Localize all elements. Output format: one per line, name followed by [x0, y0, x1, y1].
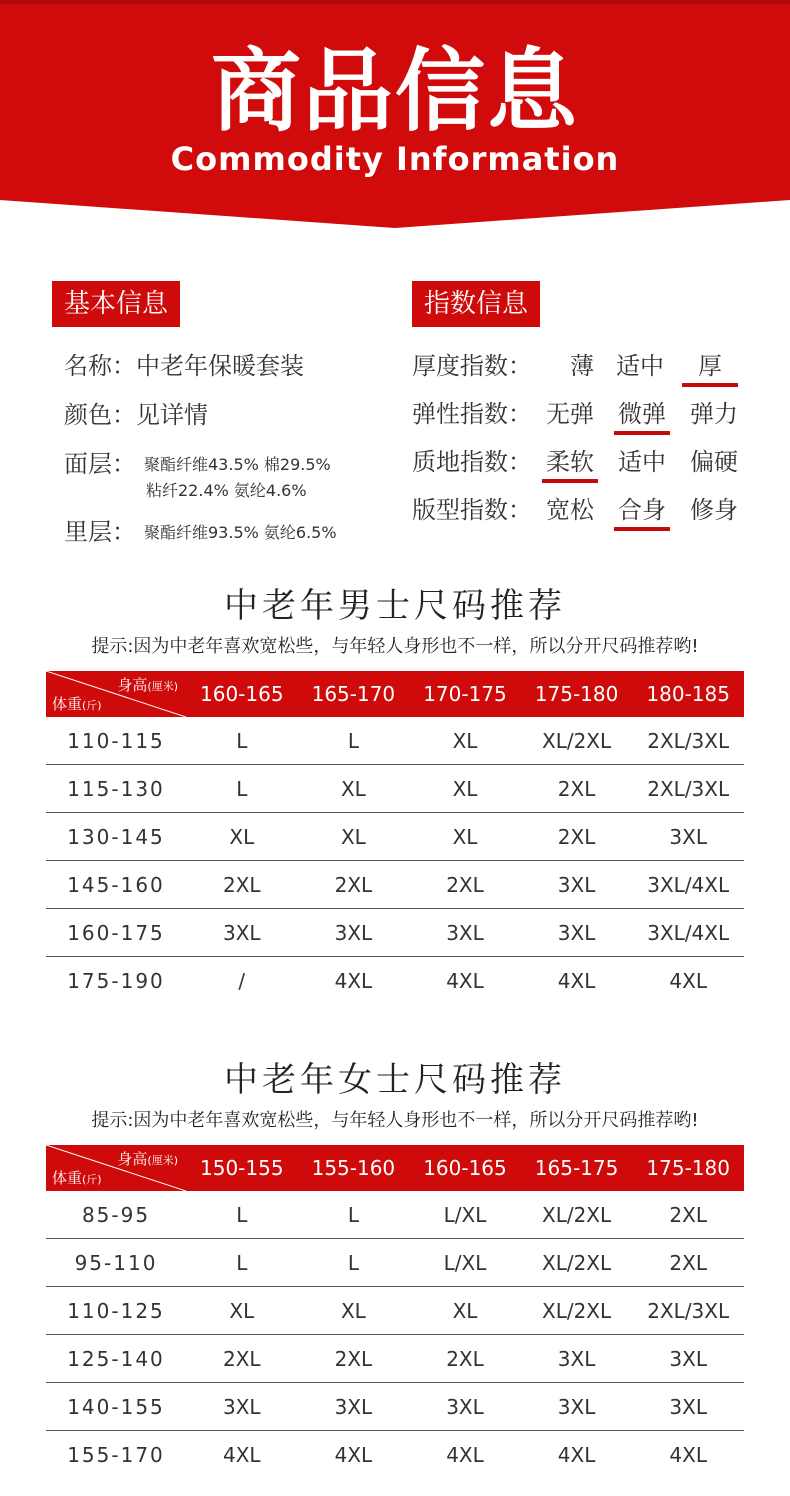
size-cell: 3XL	[521, 1335, 633, 1383]
men-weight-unit: (斤)	[82, 699, 102, 712]
men-header-row	[46, 671, 744, 717]
outer-line-1: 聚酯纤维43.5% 棉29.5%	[144, 455, 331, 474]
men-size-title: 中老年男士尺码推荐	[224, 586, 566, 626]
fit-opt-regular: 合身	[614, 490, 670, 531]
men-size-tip: 提示:因为中老年喜欢宽松些，与年轻人身形也不一样，所以分开尺码推荐哟!	[91, 636, 699, 657]
size-cell: XL/2XL	[521, 1191, 633, 1239]
size-cell: L	[298, 1191, 410, 1239]
header-banner	[0, 0, 790, 230]
thickness-opt-thick: 厚	[682, 346, 738, 387]
size-cell: 2XL	[186, 861, 298, 909]
table-row	[46, 909, 744, 957]
outer-layer-row	[64, 444, 136, 479]
size-cell: XL	[409, 717, 521, 765]
size-cell: XL	[186, 813, 298, 861]
women-col-header: 155-160	[298, 1145, 410, 1191]
elasticity-index-row	[412, 394, 752, 434]
size-cell: 2XL	[298, 861, 410, 909]
women-height-label: 身高	[117, 1150, 148, 1168]
women-header-row	[46, 1145, 744, 1191]
page-title: 商品信息	[211, 39, 579, 144]
table-row	[46, 1287, 744, 1335]
index-info-tag: 指数信息	[412, 281, 540, 327]
size-cell: 2XL	[632, 1191, 744, 1239]
size-cell: 4XL	[334, 968, 373, 993]
women-weight-label: 体重	[52, 1169, 83, 1187]
size-cell: L	[186, 1239, 298, 1287]
size-cell: 3XL	[186, 1383, 298, 1431]
men-size-table	[46, 671, 744, 1004]
thickness-label: 厚度指数：	[412, 352, 532, 380]
size-cell: 4XL	[557, 968, 596, 993]
page-subtitle: Commodity Information	[170, 140, 620, 178]
name-value: 中老年保暖套装	[136, 352, 304, 380]
table-row	[46, 957, 744, 1005]
size-cell: 3XL	[521, 861, 633, 909]
size-cell: 4XL	[446, 1442, 484, 1467]
women-col-header: 175-180	[632, 1145, 744, 1191]
weight-cell: 155-170	[67, 1442, 165, 1467]
weight-cell: 110-125	[46, 1287, 186, 1335]
women-corner-cell	[46, 1145, 186, 1191]
size-cell: 4XL	[557, 1442, 596, 1467]
size-cell: L	[186, 717, 298, 765]
women-size-title: 中老年女士尺码推荐	[224, 1060, 566, 1100]
elasticity-label: 弹性指数：	[412, 400, 532, 428]
weight-cell: 110-115	[46, 717, 186, 765]
size-cell: 3XL/4XL	[632, 909, 744, 957]
texture-label: 质地指数：	[412, 448, 532, 476]
size-cell: L	[298, 717, 410, 765]
thickness-index-row	[412, 346, 752, 386]
size-cell: 3XL	[298, 1383, 410, 1431]
weight-cell: 160-175	[46, 909, 186, 957]
table-row	[46, 765, 744, 813]
size-cell: 2XL	[298, 1335, 410, 1383]
size-cell: 2XL	[521, 765, 633, 813]
size-cell: 3XL	[521, 1383, 633, 1431]
size-cell: 2XL/3XL	[632, 765, 744, 813]
fit-opt-slim: 修身	[690, 496, 738, 524]
women-height-unit: (厘米)	[147, 1154, 178, 1167]
weight-cell: 95-110	[46, 1239, 186, 1287]
fit-label: 版型指数：	[412, 496, 532, 524]
color-label: 颜色：	[64, 401, 136, 429]
inner-label: 里层：	[64, 518, 136, 546]
size-cell: L/XL	[409, 1239, 521, 1287]
size-cell: XL/2XL	[521, 717, 633, 765]
outer-label: 面层：	[64, 450, 136, 478]
men-height-label: 身高	[117, 676, 148, 694]
inner-value: 聚酯纤维93.5% 氨纶6.5%	[144, 523, 337, 542]
table-row	[46, 1239, 744, 1287]
table-row	[46, 1431, 744, 1479]
size-cell: 4XL	[334, 1442, 373, 1467]
color-row	[64, 395, 208, 430]
size-cell: L/XL	[409, 1191, 521, 1239]
size-cell: XL	[409, 813, 521, 861]
men-col-header: 170-175	[409, 671, 521, 717]
size-cell: 4XL	[446, 968, 484, 993]
inner-layer-row	[64, 512, 136, 547]
men-weight-label: 体重	[52, 695, 83, 713]
name-label: 名称：	[64, 352, 136, 380]
size-cell: 3XL	[298, 909, 410, 957]
women-size-table	[46, 1145, 744, 1478]
size-cell: XL	[298, 813, 410, 861]
men-col-header: 165-170	[298, 671, 410, 717]
table-row	[46, 813, 744, 861]
women-size-tip: 提示:因为中老年喜欢宽松些，与年轻人身形也不一样，所以分开尺码推荐哟!	[91, 1110, 699, 1131]
size-cell: 2XL	[632, 1239, 744, 1287]
weight-cell: 175-190	[67, 968, 165, 993]
table-row	[46, 1191, 744, 1239]
weight-cell: 125-140	[46, 1335, 186, 1383]
size-cell: 2XL	[409, 1335, 521, 1383]
elasticity-opt-slight: 微弹	[614, 394, 670, 435]
women-col-header: 160-165	[409, 1145, 521, 1191]
size-cell: /	[238, 968, 246, 993]
size-cell: 3XL	[409, 909, 521, 957]
size-cell: XL	[409, 765, 521, 813]
size-cell: 3XL	[186, 909, 298, 957]
size-cell: 4XL	[223, 1442, 261, 1467]
weight-cell: 115-130	[46, 765, 186, 813]
color-value: 见详情	[136, 401, 208, 429]
name-row	[64, 346, 304, 381]
size-cell: L	[186, 765, 298, 813]
men-corner-cell	[46, 671, 186, 717]
table-row	[46, 1383, 744, 1431]
size-cell: 3XL/4XL	[632, 861, 744, 909]
basic-info-tag: 基本信息	[52, 281, 180, 327]
size-cell: XL	[298, 1287, 410, 1335]
size-cell: L	[298, 1239, 410, 1287]
men-col-header: 160-165	[186, 671, 298, 717]
women-col-header: 165-175	[521, 1145, 633, 1191]
thickness-opt-thin: 薄	[570, 352, 594, 380]
weight-cell: 85-95	[46, 1191, 186, 1239]
size-cell: 3XL	[632, 1335, 744, 1383]
size-cell: 4XL	[669, 1442, 707, 1467]
size-cell: 3XL	[521, 909, 633, 957]
texture-opt-medium: 适中	[618, 448, 666, 476]
weight-cell: 145-160	[46, 861, 186, 909]
size-cell: XL	[298, 765, 410, 813]
weight-cell: 140-155	[46, 1383, 186, 1431]
table-row	[46, 717, 744, 765]
fit-opt-loose: 宽松	[546, 496, 594, 524]
texture-opt-soft: 柔软	[542, 442, 598, 483]
men-col-header: 175-180	[521, 671, 633, 717]
size-cell: XL	[186, 1287, 298, 1335]
size-cell: 2XL	[409, 861, 521, 909]
men-height-unit: (厘米)	[147, 680, 178, 693]
fit-index-row	[412, 490, 752, 530]
weight-cell: 130-145	[46, 813, 186, 861]
size-cell: 4XL	[669, 968, 707, 993]
men-col-header: 180-185	[632, 671, 744, 717]
size-cell: 2XL/3XL	[632, 717, 744, 765]
elasticity-opt-stretch: 弹力	[690, 400, 738, 428]
elasticity-opt-none: 无弹	[546, 400, 594, 428]
size-cell: 2XL	[186, 1335, 298, 1383]
size-cell: XL/2XL	[521, 1239, 633, 1287]
thickness-opt-medium: 适中	[616, 352, 664, 380]
women-weight-unit: (斤)	[82, 1173, 102, 1186]
texture-index-row	[412, 442, 752, 482]
size-cell: XL/2XL	[521, 1287, 633, 1335]
size-cell: 2XL	[521, 813, 633, 861]
size-cell: XL	[409, 1287, 521, 1335]
size-cell: 2XL/3XL	[632, 1287, 744, 1335]
size-cell: L	[186, 1191, 298, 1239]
outer-line-2: 粘纤22.4% 氨纶4.6%	[146, 481, 307, 500]
size-cell: 3XL	[632, 1383, 744, 1431]
table-row	[46, 1335, 744, 1383]
size-cell: 3XL	[632, 813, 744, 861]
texture-opt-hard: 偏硬	[690, 448, 738, 476]
size-cell: 3XL	[409, 1383, 521, 1431]
table-row	[46, 861, 744, 909]
women-col-header: 150-155	[186, 1145, 298, 1191]
